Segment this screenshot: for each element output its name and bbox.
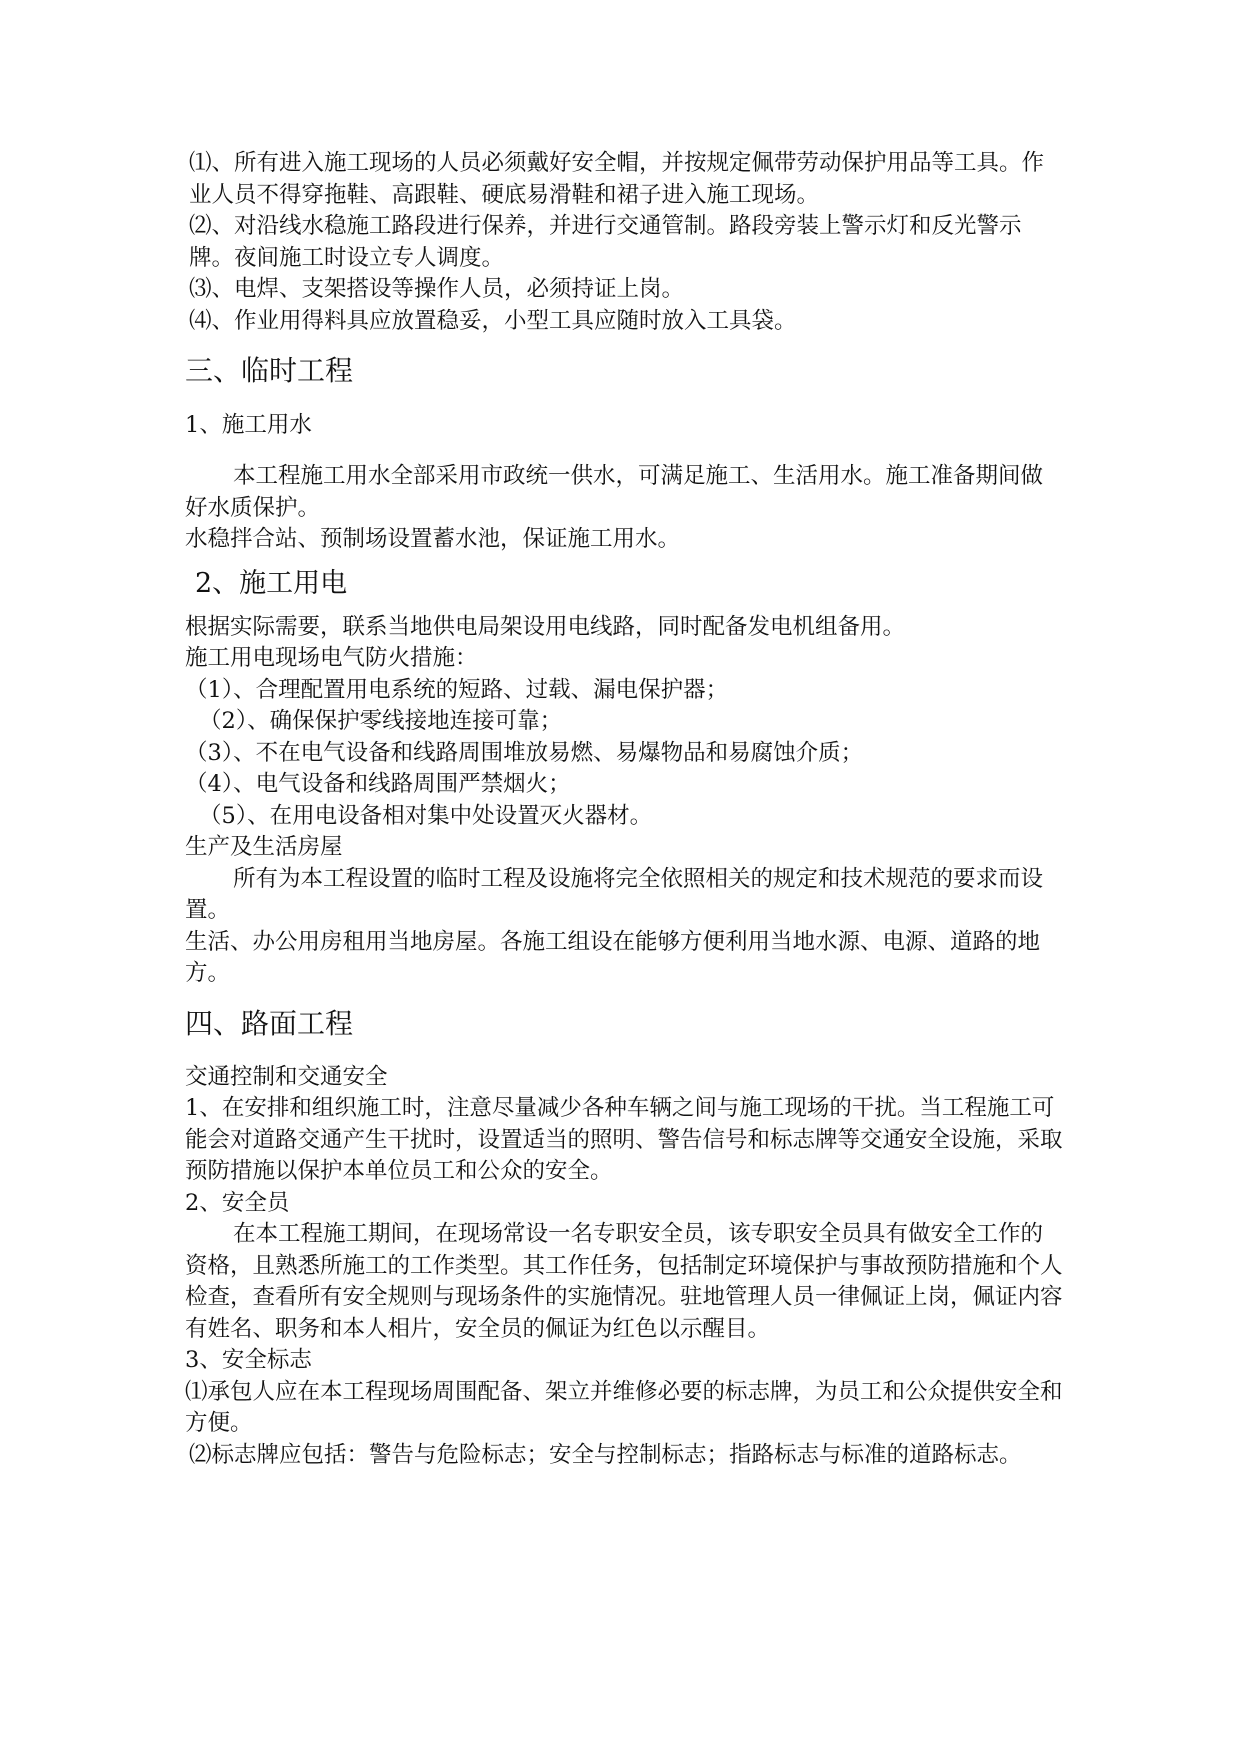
subheading-safety-signs: 3、安全标志 [185,1347,312,1373]
list-item-power-5: （5）、在用电设备相对集中处设置灭火器材。 [199,802,653,829]
paragraph-traffic-1: 1、在安排和组织施工时，注意尽量减少各种车辆之间与施工现场的干扰。当工程施工可能会对道路交通产生干扰时，设置适当的照明、警告信号和标志牌等交通安全设施，采取预防措施以保护本单位员工和公众的安全。 [185,1095,1063,1184]
paragraph-safety-2: ⑵、对沿线水稳施工路段进行保养，并进行交通管制。路段旁装上警示灯和反光警示牌。夜间施工时设立专人调度。 [189,213,1022,271]
list-item-power-2: （2）、确保保护零线接地连接可靠； [199,708,563,734]
paragraph-signs-1: ⑴承包人应在本工程现场周围配备、架立并维修必要的标志牌，为员工和公众提供安全和方便。 [185,1378,1063,1436]
document-page [185,148,1065,1471]
paragraph-power-2: 施工用电现场电气防火措施： [185,645,478,671]
subheading-housing: 生产及生活房屋 [185,834,343,860]
paragraph-safety-officer: 在本工程施工期间，在现场常设一名专职安全员，该专职安全员具有做安全工作的资格，且熟悉所施工的工作类型。其工作任务，包括制定环境保护与事故预防措施和个人检查，查看所有安全规则与现场条件的实施情况。驻地管理人员一律佩证上岗，佩证内容有姓名、职务和本人相片，安全员的佩证为红色以示醒目。 [185,1221,1063,1342]
paragraph-signs-2: ⑵标志牌应包括：警告与危险标志；安全与控制标志；指路标志与标准的道路标志。 [189,1441,1022,1468]
subheading-safety-officer: 2、安全员 [185,1189,290,1216]
paragraph-power-1: 根据实际需要，联系当地供电局架设用电线路，同时配备发电机组备用。 [185,613,906,640]
subheading-traffic-control: 交通控制和交通安全 [185,1063,388,1090]
list-item-power-1: （1）、合理配置用电系统的短路、过载、漏电保护器； [185,676,729,703]
list-item-power-3: （3）、不在电气设备和线路周围堆放易燃、易爆物品和易腐蚀介质； [185,739,864,766]
subheading-construction-power: 2、施工用电 [195,567,348,599]
paragraph-water-2: 水稳拌合站、预制场设置蓄水池，保证施工用水。 [185,526,681,552]
subheading-construction-water: 1、施工用水 [185,412,312,438]
list-item-power-4: （4）、电气设备和线路周围严禁烟火； [185,771,571,797]
paragraph-safety-1: ⑴、所有进入施工现场的人员必须戴好安全帽，并按规定佩带劳动保护用品等工具。作业人员不得穿拖鞋、高跟鞋、硬底易滑鞋和裙子进入施工现场。 [189,150,1045,208]
paragraph-water-1: 本工程施工用水全部采用市政统一供水，可满足施工、生活用水。施工准备期间做好水质保护。 [185,463,1044,521]
section-heading-pavement-works: 四、路面工程 [185,1006,354,1040]
section-heading-temporary-works: 三、临时工程 [185,354,354,387]
paragraph-housing-1: 所有为本工程设置的临时工程及设施将完全依照相关的规定和技术规范的要求而设置。 [185,865,1044,923]
paragraph-safety-4: ⑷、作业用得料具应放置稳妥，小型工具应随时放入工具袋。 [189,307,797,334]
paragraph-safety-3: ⑶、电焊、支架搭设等操作人员，必须持证上岗。 [189,276,685,302]
paragraph-housing-2: 生活、办公用房租用当地房屋。各施工组设在能够方便利用当地水源、电源、道路的地方。 [185,928,1041,986]
